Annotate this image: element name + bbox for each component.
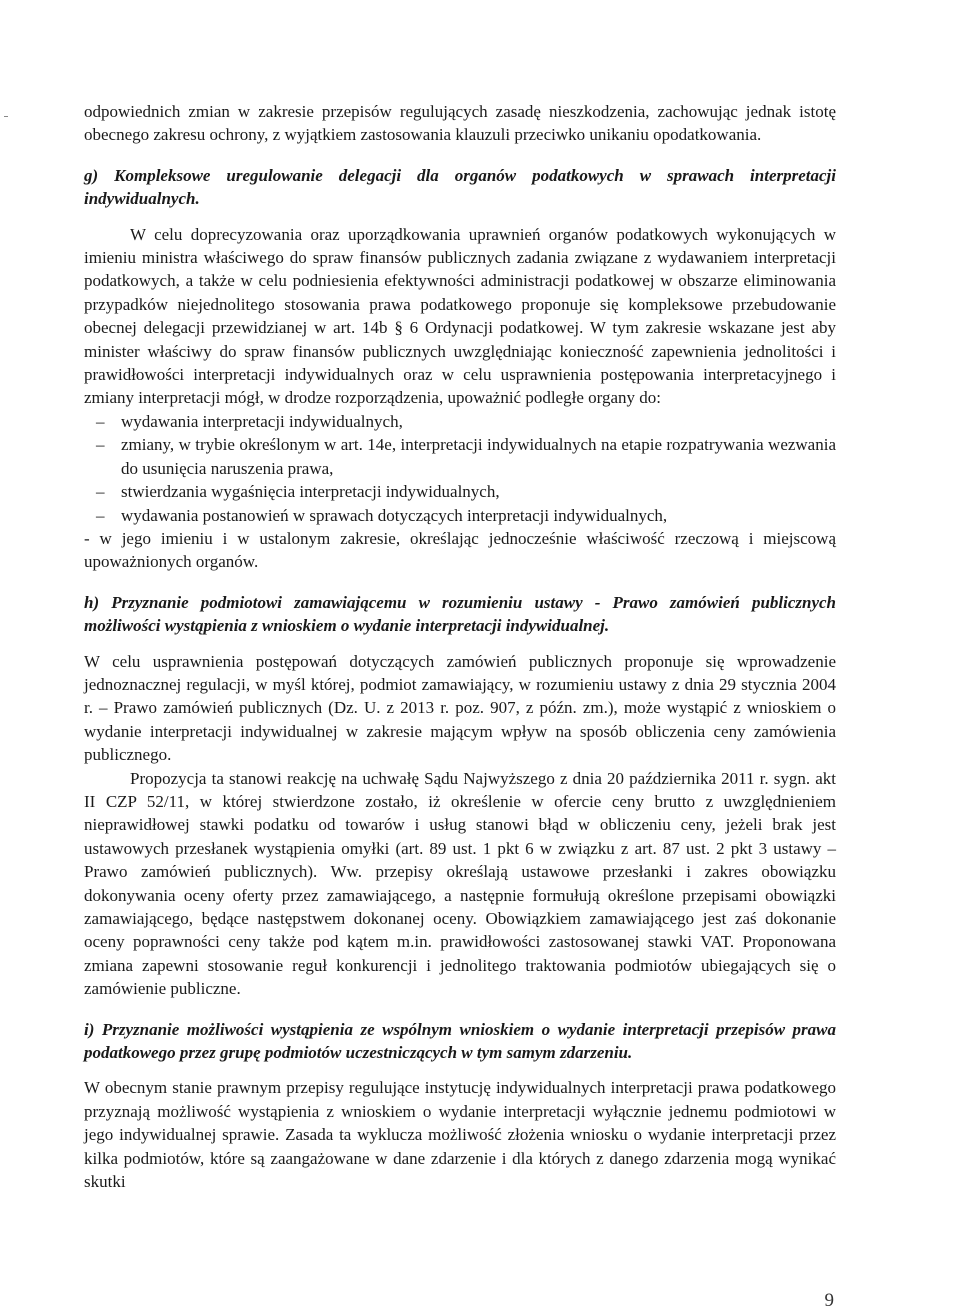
document-page — [84, 100, 836, 1193]
margin-mark — [4, 116, 8, 117]
section-g-list — [84, 410, 836, 527]
list-item: – zmiany, w trybie określonym w art. 14e, interpretacji indywidualnych na etapie rozpatrywania wezwania do usunięcia naruszenia prawa, — [96, 435, 836, 478]
section-i-heading: i) Przyznanie możliwości wystąpienia ze wspólnym wnioskiem o wydanie interpretacji przepisów prawa podatkowego przez grupę podmiotów uczestniczących w tym samym zdarzeniu. — [84, 1019, 836, 1063]
section-g-tail: - w jego imieniu i w ustalonym zakresie, określając jednocześnie właściwość rzeczową i miejscową upoważnionych organów. — [84, 528, 836, 572]
section-g-body: W celu doprecyzowania oraz uporządkowania uprawnień organów podatkowych wykonujących w imieniu ministra właściwego do spraw finansów publicznych zadania związane z wydawaniem interpretacji podatkowych, a także w celu podniesienia efektywności administracji podatkowej w obszarze eliminowania przypadków niejednolitego stosowania prawa podatkowego proponuje się kompleksowe przebudowanie obecnej delegacji przewidzianej w art. 14b § 6 Ordynacji podatkowej. W tym zakresie wskazane jest aby minister właściwy do spraw finansów publicznych uwzględniając konieczność zapewnienia jednolitości i prawidłowości interpretacji indywidualnych oraz w celu usprawnienia postępowania interpretacyjnego i zmiany interpretacji mógł, w drodze rozporządzenia, upoważnić podległe organy do: — [84, 224, 836, 408]
dash-marker: – — [96, 482, 105, 502]
intro-paragraph: odpowiednich zmian w zakresie przepisów regulujących zasadę nieszkodzenia, zachowując jednak istotę obecnego zakresu ochrony, z wyjątkiem zastosowania klauzuli przeciwko unikaniu opodatkowania. — [84, 102, 836, 145]
section-i-body: W obecnym stanie prawnym przepisy regulujące instytucję indywidualnych interpretacji prawa podatkowego przyznają możliwość wystąpienia z wnioskiem o wydanie interpretacji wyłącznie jednemu podmiotowi w jego indywidualnej sprawie. Zasada ta wyklucza możliwość złożenia wniosku o wydanie interpretacji przez kilka podmiotów, które są zaangażowane w dane zdarzenie i dla których z danego zdarzenia mogą wynikać skutki — [84, 1078, 836, 1192]
dash-marker: – — [96, 505, 105, 525]
section-h-body-1: W celu usprawnienia postępowań dotyczących zamówień publicznych proponuje się wprowadzenie jednoznacznej regulacji, w myśl której, podmiot zamawiający, w rozumieniu ustawy z dnia 29 stycznia 2004 r. – Prawo zamówień publicznych (Dz. U. z 2013 r. poz. 907, z późn. zm.), może wystąpić z wnioskiem o wydanie interpretacji indywidualnej w zakresie mającym wpływ na sposób obliczenia ceny zamówienia publicznego. — [84, 651, 836, 765]
list-item: – stwierdzania wygaśnięcia interpretacji indywidualnych, — [84, 480, 836, 503]
dash-marker: – — [96, 435, 105, 455]
section-g-heading: g) Kompleksowe uregulowanie delegacji dla organów podatkowych w sprawach interpretacji indywidualnych. — [84, 165, 836, 209]
page-number: 9 — [824, 1290, 834, 1311]
section-h-body-2: Propozycja ta stanowi reakcję na uchwałę Sądu Najwyższego z dnia 20 października 2011 r. sygn. akt II CZP 52/11, w której stwierdzone zostało, iż określenie w ofercie ceny brutto z uwzględnieniem nieprawidłowej stawki podatku od towarów i usług stanowi błąd w obliczeniu ceny, jeżeli brak jest ustawowych przesłanek wystąpienia omyłki (art. 89 ust. 1 pkt 6 w związku z art. 87 ust. 2 pkt 3 ustawy – Prawo zamówień publicznych). Ww. przepisy określają ustawowe przesłanki i zakres obowiązku dokonywania oceny oferty przez zamawiającego, a następnie formułują określone przepisami obowiązki zamawiającego, będące następstwem dokonanej oceny. Obowiązkiem zamawiającego jest zaś dokonanie oceny poprawności ceny także pod kątem m.in. prawidłowości zastosowanej stawki VAT. Proponowana zmiana zapewni stosowanie reguł konkurencji i jednolitego traktowania podmiotów ubiegających się o zamówienie publiczne. — [84, 768, 836, 999]
section-h-heading: h) Przyznanie podmiotowi zamawiającemu w rozumieniu ustawy - Prawo zamówień publicznych możliwości wystąpienia z wnioskiem o wydanie interpretacji indywidualnej. — [84, 592, 836, 636]
list-item: – wydawania interpretacji indywidualnych, — [84, 410, 836, 433]
list-item: – wydawania postanowień w sprawach dotyczących interpretacji indywidualnych, — [84, 504, 836, 527]
dash-marker: – — [96, 411, 105, 431]
